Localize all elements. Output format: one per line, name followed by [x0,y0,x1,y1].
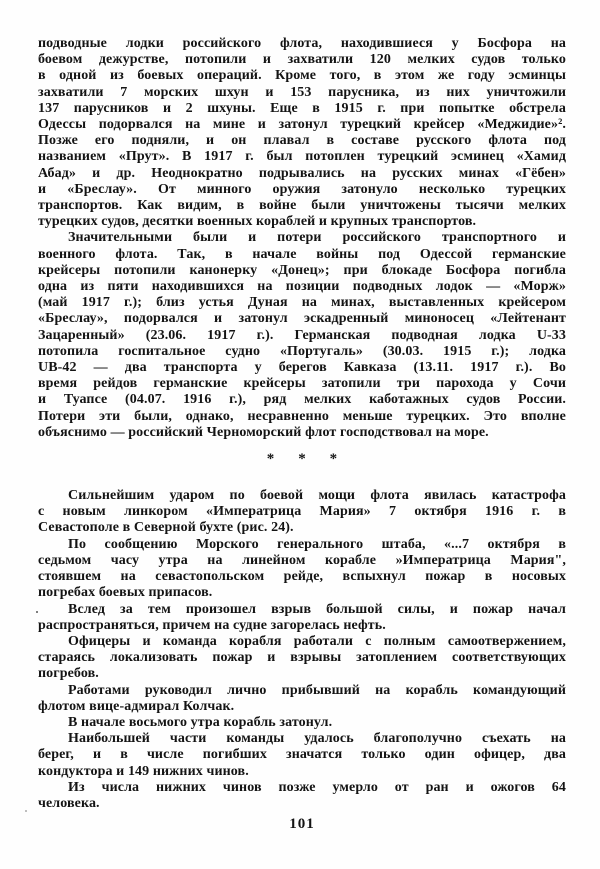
text-line: стоявшем на севастопольском рейде, вспыхнул пожар в носовых [38,569,566,585]
text-line: Сильнейшим ударом по боевой мощи флота явилась катастрофа [68,488,566,504]
paragraph [38,537,566,602]
text-line: потопила госпитальное судно «Португаль» (30.03. 1915 г.); лодка [38,343,566,359]
text-line: боевом дежурстве, потопили и захватили 120 мелких судов только [38,52,566,68]
text-line: военного флота. Так, в начале войны под Одессой германские [38,246,566,262]
scan-artifact-dot [36,611,38,613]
text-line: человека. [38,795,100,811]
text-line: Абад» и др. Неоднократно подрывались на русских минах «Гёбен» [38,165,566,181]
text-line: и «Бреслау». От минного оружия затонуло несколько турецких [38,181,566,197]
text-line: Значительными были и потери российского транспортного и [68,230,566,246]
text-line: транспортов. Как видим, в войне были уничтожены тысячи мелких [38,198,566,214]
text-line: флотом вице-адмирал Колчак. [38,698,235,714]
page-number: 101 [289,816,315,833]
text-line: Зацаренный» (23.06. 1917 г.). Германская подводная лодка U-33 [38,327,566,343]
text-line: и Туапсе (04.07. 1916 г.), ряд мелких каботажных судов России. [38,392,566,408]
text-line: По сообщению Морского генерального штаба, «...7 октября в [68,536,566,552]
text-line: Работами руководил лично прибывший на корабль командующий [68,682,566,698]
text-line: кондуктора и 149 нижних чинов. [38,763,249,779]
text-line: Наибольшей части команды удалось благополучно съехать на [68,731,566,747]
scan-artifact-dot [25,810,27,812]
text-line: (май 1917 г.); близ устья Дуная на минах, выставленных крейсером [38,295,566,311]
text-line: крейсеры потопили канонерку «Донец»; при блокаде Босфора погибла [38,262,566,278]
text-column [38,36,566,832]
text-line: UB-42 — два транспорта у берегов Кавказа (13.11. 1917 г.). Во [38,360,566,376]
section-separator-asterisks: * * * [266,451,338,468]
text-line: берег, и в числе погибших значатся только один офицер, два [38,747,566,763]
text-line: объяснимо — российский Черноморский флот господствовал на море. [38,424,489,440]
text-line: распространяться, причем на судне загорелась нефть. [38,617,386,633]
text-line: подводные лодки российского флота, находившиеся у Босфора на [38,36,566,51]
text-line: в одной из боевых операций. Кроме того, в этом же году эсминцы [38,68,566,84]
text-line: погребах боевых припасов. [38,585,213,601]
text-line: Из числа нижних чинов позже умерло от ран и ожогов 64 [68,779,566,795]
text-line: погребов. [38,666,99,682]
text-line: В начале восьмого утра корабль затонул. [68,714,333,730]
text-line: одна из пяти находившихся на позиции подводных лодок — «Морж» [38,279,566,295]
text-line: Вслед за тем произошел взрыв большой силы, и пожар начал [68,601,566,617]
paragraph [38,683,566,715]
paragraph [38,36,566,230]
text-line: захватили 7 морских шхун и 153 парусника, из них уничтожили [38,84,566,100]
text-line: с новым линкором «Императрица Мария» 7 октября 1916 г. в [38,504,566,520]
paragraph [38,780,566,812]
text-line: Потери эти были, однако, несравненно меньше турецких. Это вполне [38,408,566,424]
text-line: 137 парусников и 2 шхуны. Еще в 1915 г. при попытке обстрела [38,100,566,116]
paragraph [38,602,566,634]
text-line: Позже его подняли, и он плавал в составе русского флота под [38,133,566,149]
text-line: Офицеры и команда корабля работали с полным самоотвержением, [68,633,566,649]
paragraph [38,715,566,731]
paragraph [38,634,566,683]
text-line: седьмом часу утра на линейном корабле »Императрица Мария", [38,552,566,568]
paragraph [38,731,566,780]
paragraph [38,230,566,441]
text-line: Одессы подорвался на мине и затонул турецкий крейсер «Меджидие»². [38,117,566,133]
text-line: «Бреслау», подорвался и затонул эскадренный миноносец «Лейтенант [38,311,566,327]
text-line: названием «Прут». В 1917 г. был потоплен турецкий эсминец «Хамид [38,149,566,165]
section-war-losses [38,36,566,441]
text-line: Севастополе в Северной бухте (рис. 24). [38,520,294,536]
text-line: время рейдов германские крейсеры затопили три парохода у Сочи [38,376,566,392]
section-imperatritsa-maria [38,488,566,812]
paragraph [38,488,566,537]
text-line: турецких судов, десятки военных кораблей и крупных транспортов. [38,214,477,230]
text-line: стараясь локализовать пожар и взрывы затоплением соответствующих [38,650,566,666]
